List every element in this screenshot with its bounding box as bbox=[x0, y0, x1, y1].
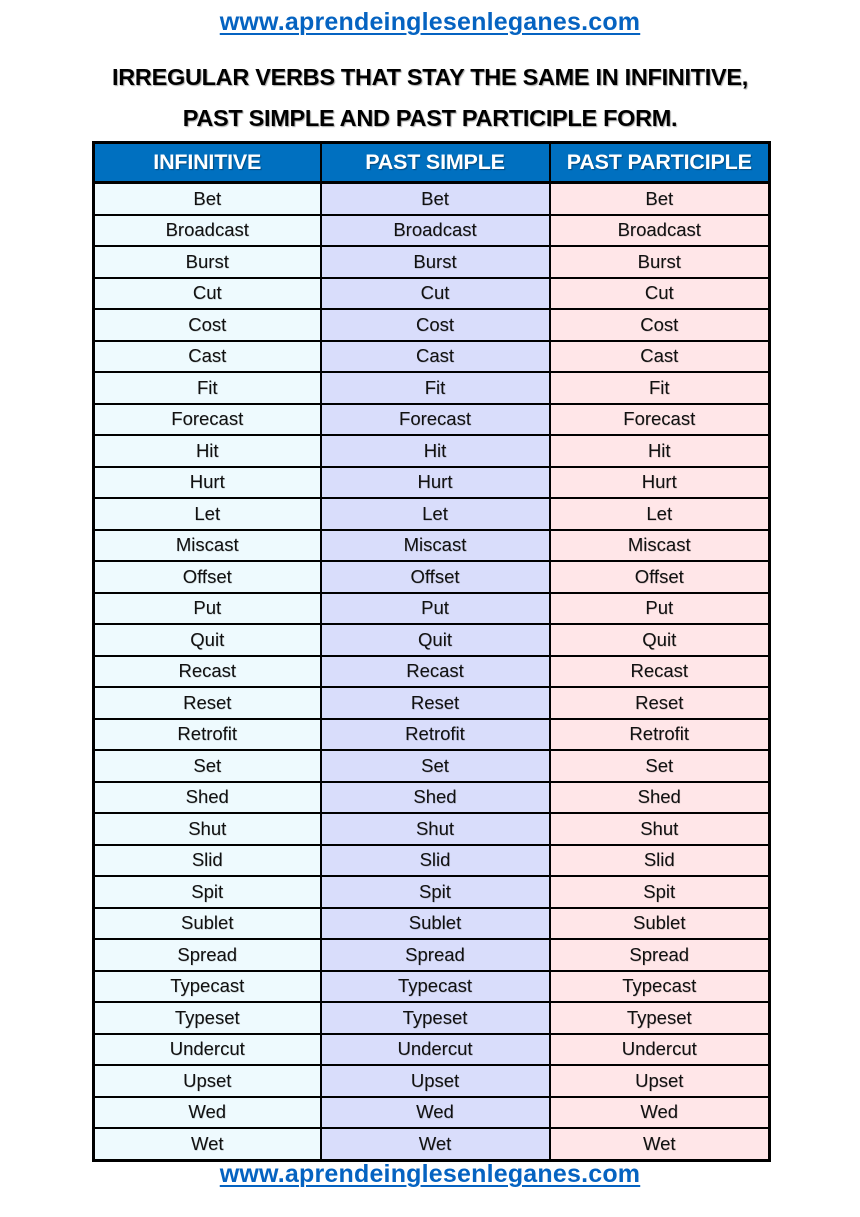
cell-infinitive: Let bbox=[94, 498, 321, 530]
cell-past-participle: Let bbox=[550, 498, 770, 530]
cell-past-simple: Broadcast bbox=[321, 215, 550, 247]
table-row bbox=[94, 435, 770, 467]
cell-past-simple: Sublet bbox=[321, 908, 550, 940]
column-header-infinitive: INFINITIVE bbox=[94, 143, 321, 183]
cell-past-participle: Retrofit bbox=[550, 719, 770, 751]
cell-infinitive: Burst bbox=[94, 246, 321, 278]
cell-past-simple: Cast bbox=[321, 341, 550, 373]
table-row bbox=[94, 246, 770, 278]
cell-infinitive: Put bbox=[94, 593, 321, 625]
cell-past-participle: Burst bbox=[550, 246, 770, 278]
cell-past-simple: Reset bbox=[321, 687, 550, 719]
cell-infinitive: Fit bbox=[94, 372, 321, 404]
cell-infinitive: Hit bbox=[94, 435, 321, 467]
cell-infinitive: Offset bbox=[94, 561, 321, 593]
cell-past-simple: Bet bbox=[321, 183, 550, 215]
cell-past-participle: Shut bbox=[550, 813, 770, 845]
cell-infinitive: Broadcast bbox=[94, 215, 321, 247]
table-row bbox=[94, 1002, 770, 1034]
table-row bbox=[94, 750, 770, 782]
cell-past-simple: Wed bbox=[321, 1097, 550, 1129]
cell-past-participle: Recast bbox=[550, 656, 770, 688]
table-row bbox=[94, 908, 770, 940]
table-body bbox=[94, 183, 770, 1161]
table-row bbox=[94, 309, 770, 341]
cell-past-simple: Let bbox=[321, 498, 550, 530]
cell-past-participle: Shed bbox=[550, 782, 770, 814]
cell-past-participle: Sublet bbox=[550, 908, 770, 940]
cell-past-simple: Shut bbox=[321, 813, 550, 845]
table-row bbox=[94, 404, 770, 436]
cell-past-participle: Miscast bbox=[550, 530, 770, 562]
cell-past-participle: Set bbox=[550, 750, 770, 782]
cell-infinitive: Quit bbox=[94, 624, 321, 656]
irregular-verbs-table bbox=[92, 141, 771, 1162]
cell-past-simple: Set bbox=[321, 750, 550, 782]
site-link-bottom[interactable]: www.aprendeinglesenleganes.com bbox=[219, 1160, 641, 1188]
cell-past-participle: Reset bbox=[550, 687, 770, 719]
cell-past-simple: Retrofit bbox=[321, 719, 550, 751]
cell-past-simple: Put bbox=[321, 593, 550, 625]
cell-past-simple: Cut bbox=[321, 278, 550, 310]
cell-infinitive: Cast bbox=[94, 341, 321, 373]
table-row bbox=[94, 530, 770, 562]
cell-past-simple: Miscast bbox=[321, 530, 550, 562]
cell-infinitive: Shed bbox=[94, 782, 321, 814]
table-row bbox=[94, 782, 770, 814]
cell-past-participle: Hit bbox=[550, 435, 770, 467]
table-row bbox=[94, 278, 770, 310]
page-title-line-2: PAST SIMPLE AND PAST PARTICIPLE FORM. bbox=[182, 105, 678, 131]
cell-past-participle: Spit bbox=[550, 876, 770, 908]
cell-infinitive: Cut bbox=[94, 278, 321, 310]
table-row bbox=[94, 876, 770, 908]
table-row bbox=[94, 687, 770, 719]
cell-past-participle: Fit bbox=[550, 372, 770, 404]
cell-infinitive: Forecast bbox=[94, 404, 321, 436]
cell-infinitive: Undercut bbox=[94, 1034, 321, 1066]
cell-infinitive: Typecast bbox=[94, 971, 321, 1003]
column-header-past-simple: PAST SIMPLE bbox=[321, 143, 550, 183]
cell-infinitive: Spit bbox=[94, 876, 321, 908]
cell-infinitive: Sublet bbox=[94, 908, 321, 940]
cell-past-participle: Typeset bbox=[550, 1002, 770, 1034]
cell-infinitive: Retrofit bbox=[94, 719, 321, 751]
table-row bbox=[94, 467, 770, 499]
cell-past-simple: Fit bbox=[321, 372, 550, 404]
cell-past-participle: Cut bbox=[550, 278, 770, 310]
table-row bbox=[94, 845, 770, 877]
cell-past-simple: Typeset bbox=[321, 1002, 550, 1034]
cell-infinitive: Miscast bbox=[94, 530, 321, 562]
table-row bbox=[94, 1097, 770, 1129]
table-row bbox=[94, 656, 770, 688]
cell-infinitive: Cost bbox=[94, 309, 321, 341]
cell-past-participle: Upset bbox=[550, 1065, 770, 1097]
cell-past-participle: Quit bbox=[550, 624, 770, 656]
cell-past-simple: Forecast bbox=[321, 404, 550, 436]
cell-infinitive: Typeset bbox=[94, 1002, 321, 1034]
cell-past-participle: Slid bbox=[550, 845, 770, 877]
table-row bbox=[94, 498, 770, 530]
cell-past-simple: Burst bbox=[321, 246, 550, 278]
cell-infinitive: Wed bbox=[94, 1097, 321, 1129]
cell-past-participle: Typecast bbox=[550, 971, 770, 1003]
table-row bbox=[94, 624, 770, 656]
cell-past-participle: Offset bbox=[550, 561, 770, 593]
table-row bbox=[94, 561, 770, 593]
cell-infinitive: Bet bbox=[94, 183, 321, 215]
cell-past-participle: Broadcast bbox=[550, 215, 770, 247]
cell-past-simple: Quit bbox=[321, 624, 550, 656]
table-row bbox=[94, 939, 770, 971]
cell-past-participle: Hurt bbox=[550, 467, 770, 499]
table-row bbox=[94, 593, 770, 625]
cell-past-simple: Undercut bbox=[321, 1034, 550, 1066]
cell-infinitive: Set bbox=[94, 750, 321, 782]
cell-past-simple: Hurt bbox=[321, 467, 550, 499]
table-row bbox=[94, 1065, 770, 1097]
cell-infinitive: Hurt bbox=[94, 467, 321, 499]
cell-past-simple: Recast bbox=[321, 656, 550, 688]
cell-past-simple: Spit bbox=[321, 876, 550, 908]
cell-infinitive: Spread bbox=[94, 939, 321, 971]
cell-infinitive: Slid bbox=[94, 845, 321, 877]
cell-past-simple: Cost bbox=[321, 309, 550, 341]
table-row bbox=[94, 1034, 770, 1066]
cell-past-simple: Typecast bbox=[321, 971, 550, 1003]
cell-past-participle: Forecast bbox=[550, 404, 770, 436]
cell-past-simple: Wet bbox=[321, 1128, 550, 1160]
cell-past-simple: Slid bbox=[321, 845, 550, 877]
cell-infinitive: Shut bbox=[94, 813, 321, 845]
cell-past-participle: Put bbox=[550, 593, 770, 625]
cell-past-simple: Hit bbox=[321, 435, 550, 467]
cell-past-participle: Cast bbox=[550, 341, 770, 373]
cell-past-participle: Spread bbox=[550, 939, 770, 971]
cell-past-participle: Wed bbox=[550, 1097, 770, 1129]
table-row bbox=[94, 341, 770, 373]
table-header-row bbox=[94, 143, 770, 183]
page-title-line-1: IRREGULAR VERBS THAT STAY THE SAME IN INFINITIVE, bbox=[112, 64, 748, 90]
cell-past-participle: Cost bbox=[550, 309, 770, 341]
cell-past-participle: Bet bbox=[550, 183, 770, 215]
cell-past-participle: Undercut bbox=[550, 1034, 770, 1066]
table-row bbox=[94, 183, 770, 215]
table-row bbox=[94, 719, 770, 751]
cell-past-simple: Offset bbox=[321, 561, 550, 593]
cell-past-simple: Shed bbox=[321, 782, 550, 814]
cell-past-simple: Upset bbox=[321, 1065, 550, 1097]
table-row bbox=[94, 971, 770, 1003]
table-row bbox=[94, 1128, 770, 1160]
cell-past-participle: Wet bbox=[550, 1128, 770, 1160]
cell-infinitive: Reset bbox=[94, 687, 321, 719]
table-row bbox=[94, 372, 770, 404]
column-header-past-participle: PAST PARTICIPLE bbox=[550, 143, 770, 183]
cell-past-simple: Spread bbox=[321, 939, 550, 971]
site-link-top[interactable]: www.aprendeinglesenleganes.com bbox=[219, 8, 641, 36]
table-row bbox=[94, 215, 770, 247]
cell-infinitive: Upset bbox=[94, 1065, 321, 1097]
table-row bbox=[94, 813, 770, 845]
cell-infinitive: Wet bbox=[94, 1128, 321, 1160]
cell-infinitive: Recast bbox=[94, 656, 321, 688]
